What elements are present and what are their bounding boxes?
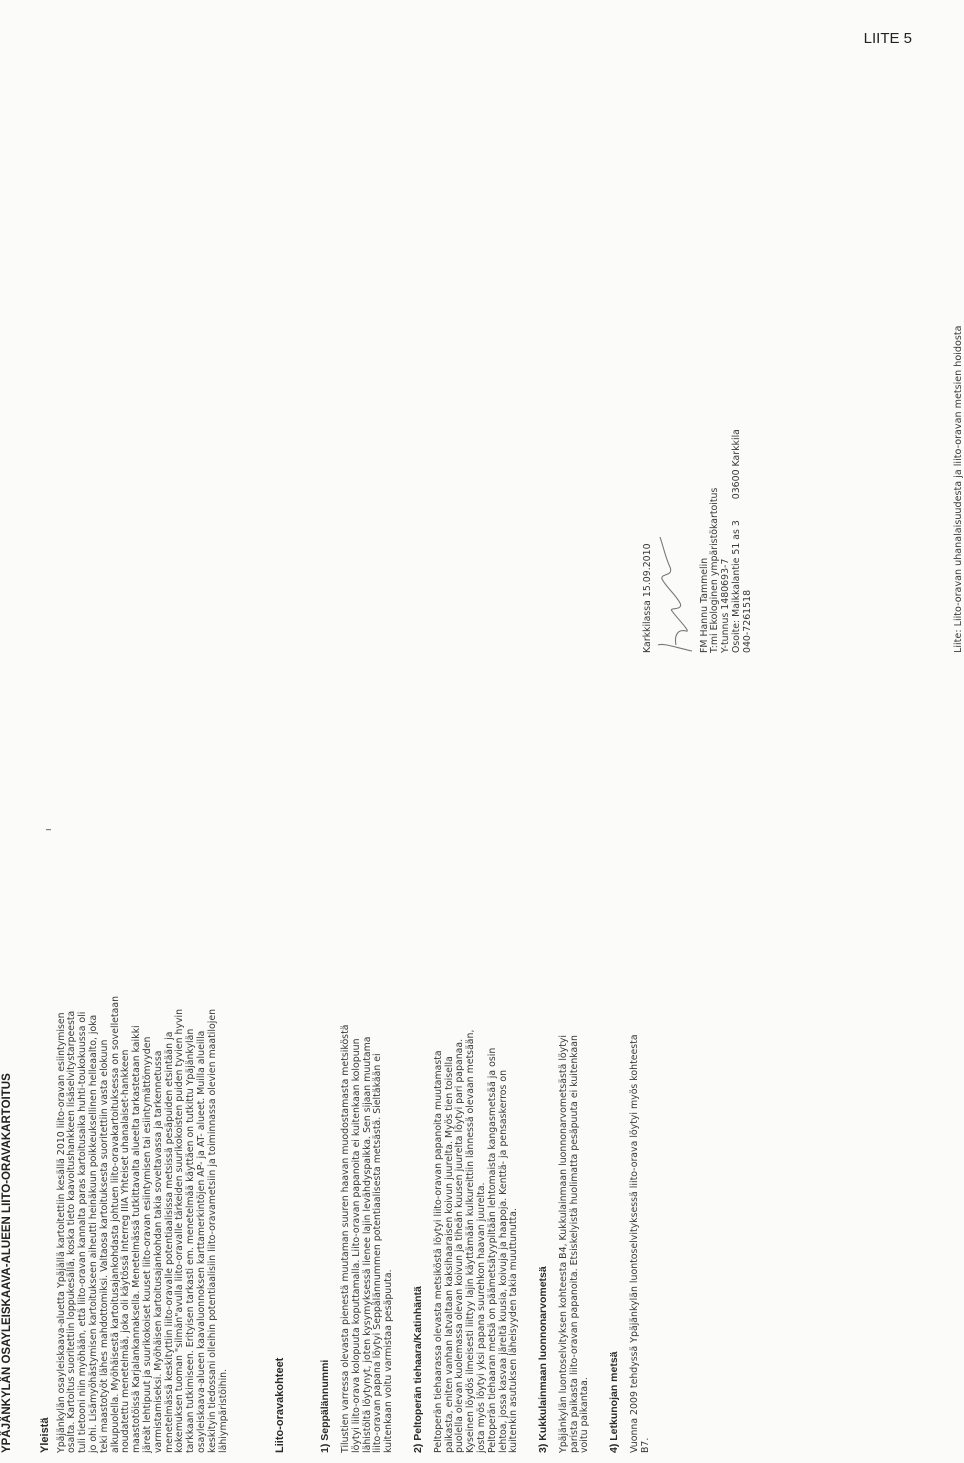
site-line: Vuonna 2009 tehdyssä Ypäjänkylän luontoselvityksessä liito-orava löytyi myös kohteesta bbox=[629, 1034, 641, 1453]
general-line: osayleiskaava-alueen kaavaluonnoksen karttamerkintöjen AP- ja AT- alueet. Muilla alueilla bbox=[195, 1030, 207, 1453]
general-line: varmistamiseksi. Myöhäisen kartoitusajankohdan takia soveltavassa ja tarkennetussa bbox=[152, 1050, 164, 1453]
site-heading-kukkulainmaa: 3) Kukkulainmaan luonnonarvometsä bbox=[537, 1266, 550, 1453]
site-paragraph-peltopera bbox=[434, 573, 520, 1453]
signature-line: Y-tunnus 1480693-7 bbox=[720, 558, 732, 653]
site-line: Kyseinen löydös ilmeisesti liittyy lajin käyttämään kulkureittiin lännessä olevaan metsään, bbox=[465, 1029, 477, 1453]
signature-block bbox=[643, 133, 754, 653]
general-line: menetelmässä keskityttiin liito-oravalle potentiaalisissa metsissä pesäpuiden etsintään ja bbox=[163, 1031, 175, 1453]
general-line: tarkkaan tutkimiseen. Erityisen tarkasti em. menetelmää käyttäen on tutkittu Ypäjänkylän bbox=[185, 1028, 197, 1453]
site-line: paikasta, eniten vanhan latvaltaan kaksihaaraisen koivun juurelta. Myös tien toisella bbox=[443, 1056, 455, 1453]
site-line: Peltoperän tiehaaran metsä on päämetsätyypiltään lehtomaista kangasmetsää ja osin bbox=[486, 1047, 498, 1453]
place-and-date: Karkkilassa 15.09.2010 bbox=[642, 543, 653, 653]
main-column bbox=[2, 573, 652, 1453]
general-line: osalta. Kartoitus suoritettiin loppukesällä, koska tieto kaavoitushankkeen lisäselvitystarpeesta bbox=[66, 1010, 78, 1453]
site-heading-letkunoja: 4) Letkunojan metsä bbox=[608, 1351, 621, 1453]
general-line: järeät lehtipuut ja suurikokoiset kuuset liito-oravan esiintymisen tai esiintymättömyyden bbox=[141, 1036, 153, 1453]
signature-line: Osoite: Maikkalantie 51 as 3 03600 Karkkila bbox=[730, 429, 742, 653]
general-line: maastotöissä Karjalankannaksella. Menetelmässä tutkittavalta alueelta tarkastetaan kaikki bbox=[131, 1025, 143, 1453]
sites-heading: Liito-oravakohteet bbox=[274, 1357, 287, 1453]
site-line: voitu paikantaa. bbox=[579, 1377, 591, 1453]
signature-line: 040-7261518 bbox=[741, 589, 753, 653]
signature-line: T:mi Ekologinen ympäristökartoitus bbox=[709, 487, 721, 653]
general-line: alkupuolella. Myöhäisestä kartoitusajankohdasta johtuen liito-oravakartoituksessa on sovelletaan bbox=[109, 995, 121, 1453]
site-line: lehtoa, jossa kasvaa järeitä kuusia, koivuja ja haapoja. Kenttä- ja pensaskerros on bbox=[497, 1069, 509, 1453]
site-line: B7. bbox=[639, 1437, 651, 1453]
site-line: kuitenkin asutuksen läheisyyden takia muuttunutta. bbox=[508, 1208, 520, 1453]
site-line: lähistöltä löytynyt, joten kysymyksessä lienee lajin levähdyspaikka. Sen sijaan muutama bbox=[361, 1036, 373, 1453]
site-line: kuitenkaan voitu varmistaa pesäpuuta. bbox=[383, 1269, 395, 1453]
page-label: LIITE 5 bbox=[863, 30, 912, 47]
site-line: Tilustien varressa olevasta pienestä muutaman suuren haavan muodostamasta metsiköstä bbox=[339, 1024, 351, 1453]
signature-line: FM Hannu Tammelin bbox=[698, 557, 710, 653]
general-line: keskityin tiedossani olleihin potentiaalisiin liito-oravametsiin ja toiminnassa olevien maatilojen bbox=[206, 1008, 218, 1453]
site-paragraph-kukkulainmaa bbox=[559, 573, 591, 1453]
document-title: YPÄJÄNKYLÄN OSAYLEISKAAVA-ALUEEN LIITO-ORAVAKARTOITUS bbox=[1, 1073, 13, 1453]
site-line: Peltoperän tiehaarassa olevasta metsiköstä löytyi liito-oravan papanoita muutamasta bbox=[432, 1050, 444, 1453]
general-line: jo ohi. Lisämyöhästymisen kartoitukseen aiheutti heinäkuun poikkeuksellinen helleaalto, joka bbox=[87, 1014, 99, 1453]
general-line: lähiympäristöihin. bbox=[217, 1368, 229, 1453]
stray-mark: ı bbox=[44, 828, 54, 831]
general-line: teki maastotyöt lähes mahdottomiksi. Valtaosa kartoituksesta suoritettiin vasta elokuun bbox=[98, 1039, 110, 1453]
general-line: kokemuksen tuoman "silmän"avulla liito-oravalle tärkeiden suurikokoisten puiden tyvien hyvin bbox=[174, 1008, 186, 1453]
general-paragraph bbox=[57, 573, 230, 1453]
site-line: liito-oravan papana löytyi Seppälännummen potentiaalisesta metsästä. Sieltäkään ei bbox=[372, 1053, 384, 1453]
site-line: puolella olevan kuolemassa olevan koivun ja tiheän kuusen juurelta löytyi pari papanaa. bbox=[454, 1038, 466, 1453]
appendix-note: Liite: Liito-oravan uhanalaisuudesta ja liito-oravan metsien hoidosta bbox=[953, 325, 964, 653]
site-line: josta myös löytyi yksi papana suurehkon haavan juurelta. bbox=[475, 1182, 487, 1453]
general-heading: Yleistä bbox=[38, 1417, 51, 1453]
site-heading-peltopera: 2) Peltoperän tiehaara/Katinhäntä bbox=[411, 1286, 424, 1453]
general-line: tuli tietooni niin myöhään, että liito-oravan kannalta paras kartoitusaika huhti-toukokuussa oli bbox=[77, 1011, 89, 1453]
site-heading-seppalannummi: 1) Seppälännummi bbox=[319, 1359, 332, 1453]
general-line: noudatettu menetelmää, joka oli käytössä Interreg IIIA Yhteiset uhanalaiset-hankkeen bbox=[120, 1049, 132, 1453]
site-paragraph-seppalannummi bbox=[341, 573, 395, 1453]
site-line: löytyi liito-orava kolopuuta koputtamalla. Liito-oravan papanoita ei kuitenkaan kolopuun bbox=[350, 1038, 362, 1453]
general-line: Ypäjänkylän osayleiskaava-aluetta Ypäjällä kartoitettiin kesällä 2010 liito-oravan esiintymisen bbox=[55, 1012, 67, 1453]
site-line: Ypäjänkylän luontoselvityksen kohteesta B4, Kukkulainmaan luonnonarvometsästä löytyi bbox=[557, 1034, 569, 1453]
site-line: parista paikasta liito-oravan papanoita. Etsiskelyistä huolimatta pesäpuuta ei kuitenkaan bbox=[568, 1035, 580, 1453]
handwritten-signature bbox=[654, 497, 696, 657]
site-paragraph-letkunoja bbox=[630, 573, 652, 1453]
